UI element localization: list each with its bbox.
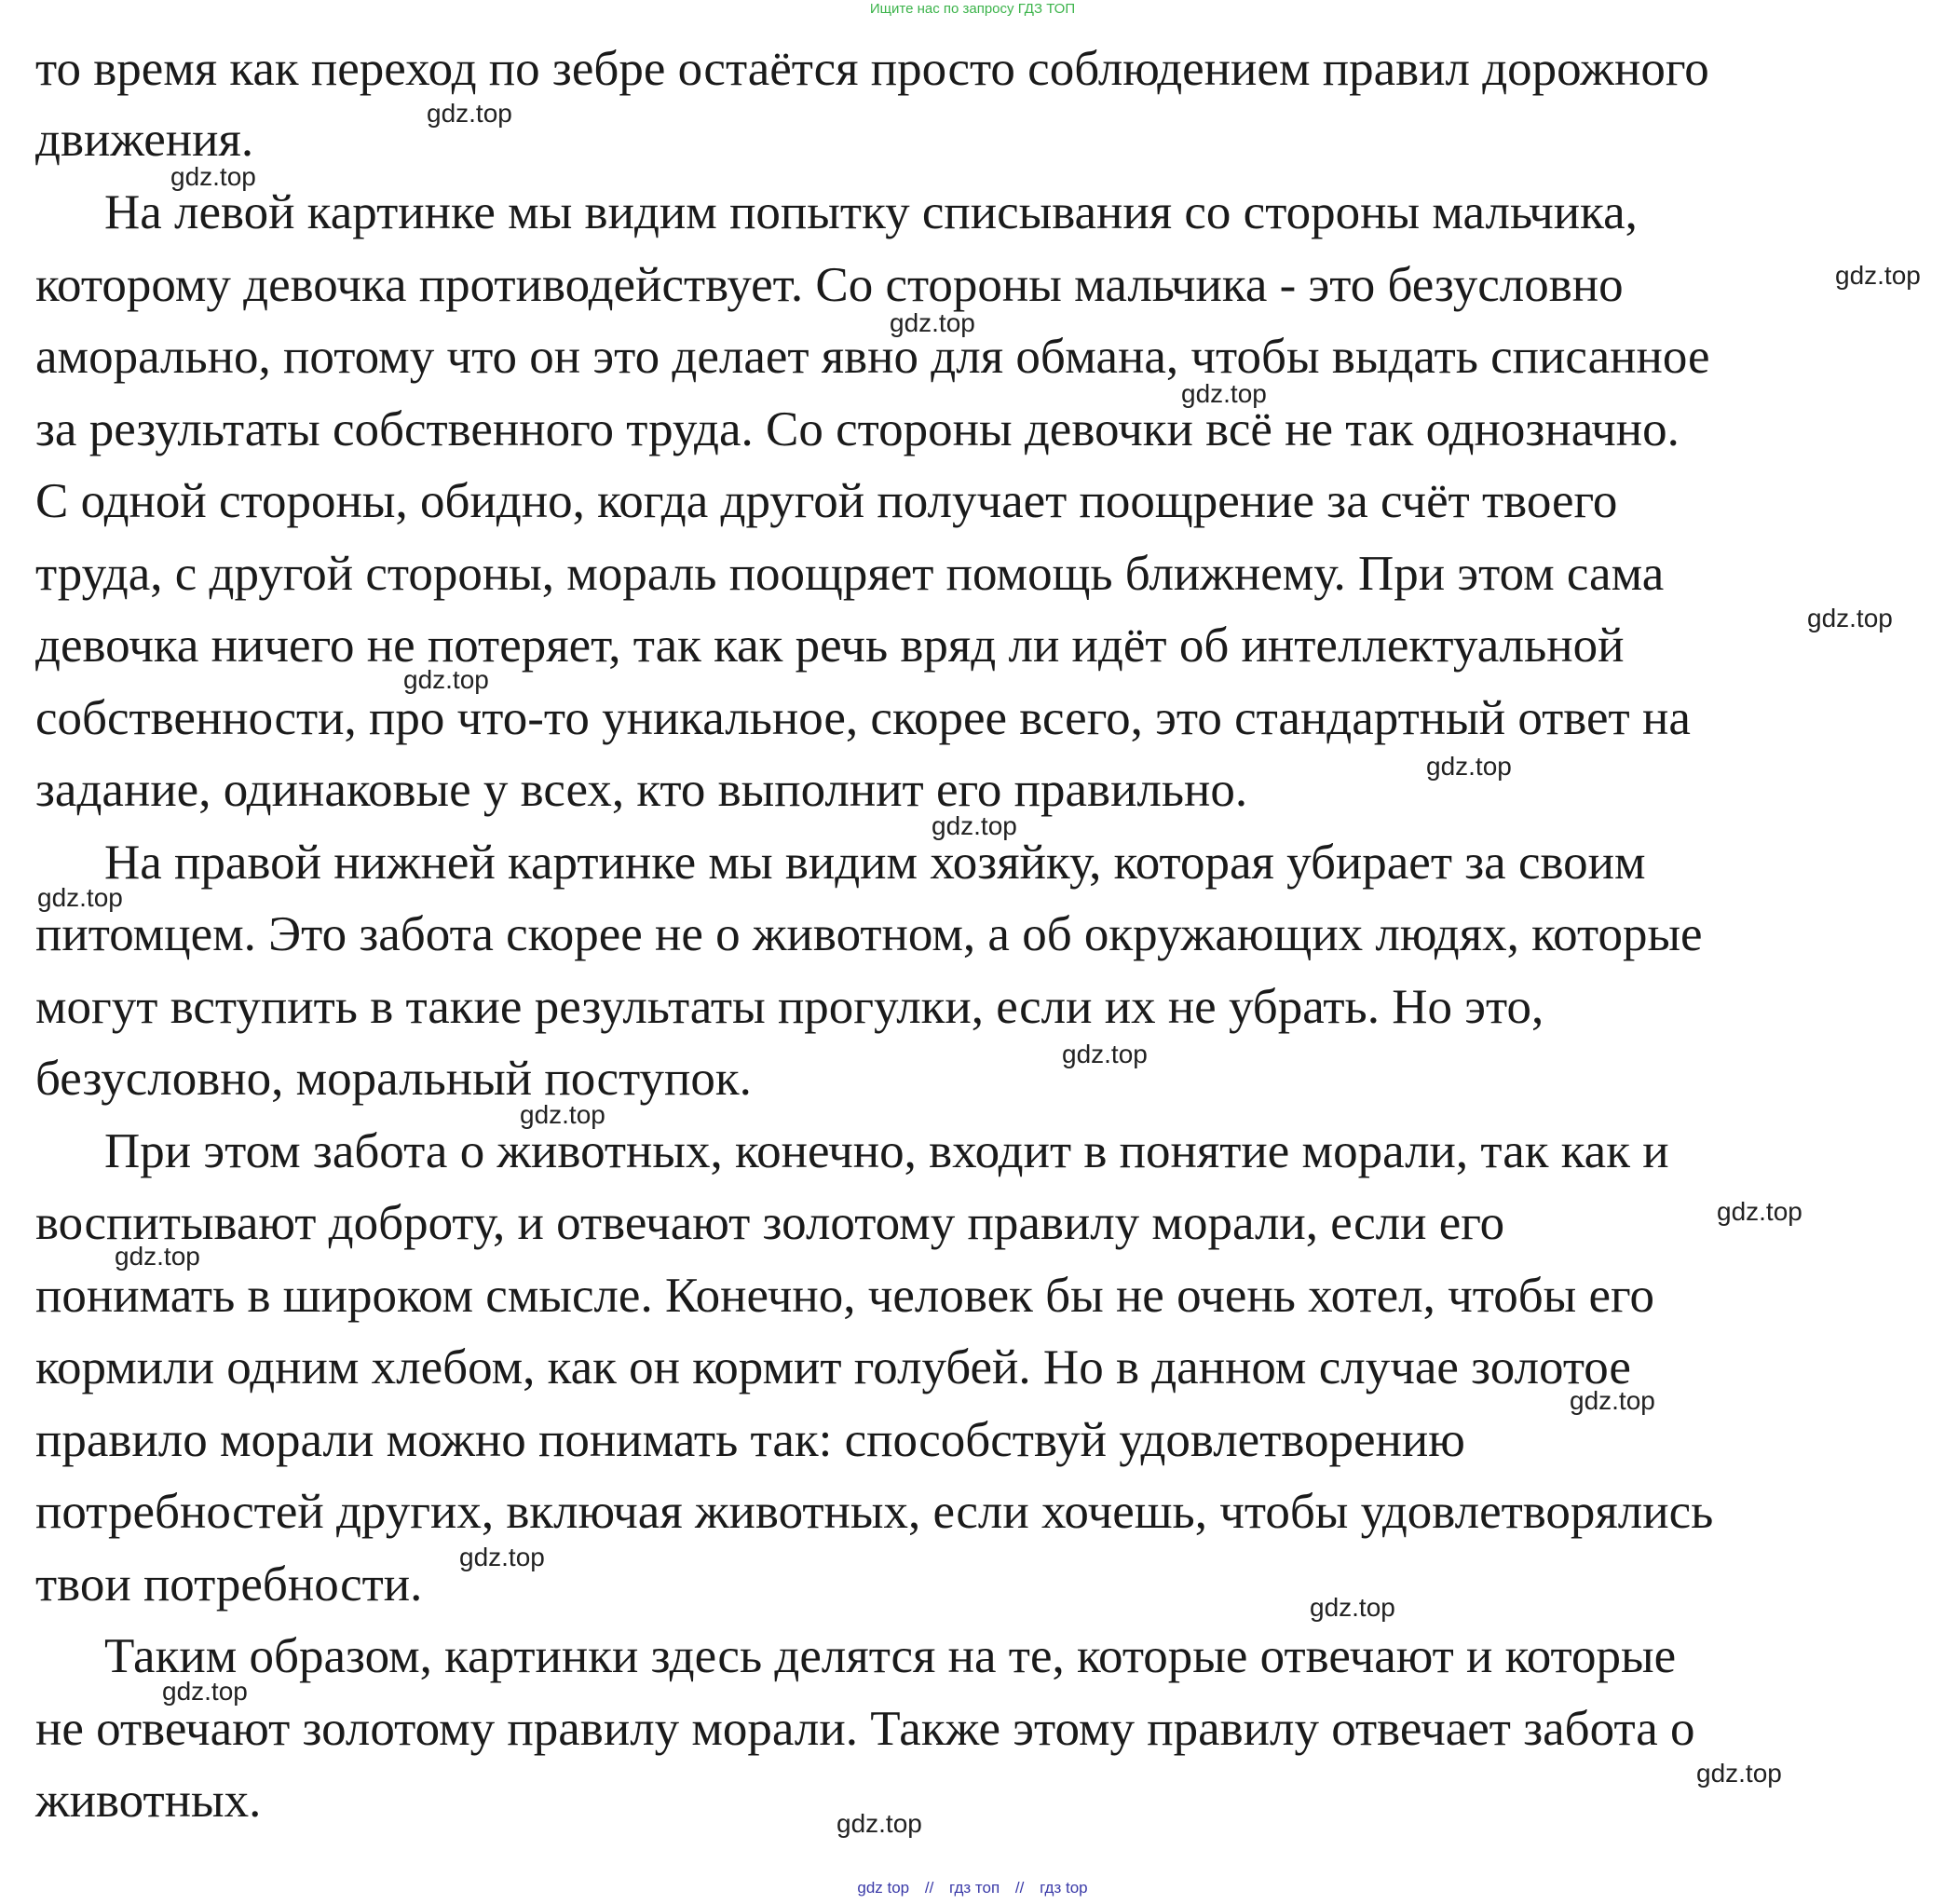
text-line: питомцем. Это забота скорее не о животном, а об окружающих людях, которые bbox=[35, 907, 1703, 961]
watermark: gdz.top bbox=[1570, 1386, 1655, 1415]
text-line: правило морали можно понимать так: способствуй удовлетворению bbox=[35, 1413, 1465, 1467]
text-line: не отвечают золотому правилу морали. Также этому правилу отвечает забота о bbox=[35, 1702, 1695, 1756]
watermark: gdz.top bbox=[1310, 1593, 1395, 1622]
watermark: gdz.top bbox=[37, 883, 123, 912]
footer-bar bbox=[0, 1878, 1945, 1898]
text-line: животных. bbox=[35, 1774, 262, 1828]
watermark: gdz.top bbox=[836, 1809, 922, 1838]
watermark: gdz.top bbox=[1426, 752, 1512, 781]
watermark: gdz.top bbox=[520, 1100, 605, 1129]
text-line: труда, с другой стороны, мораль поощряет помощь ближнему. При этом сама bbox=[35, 547, 1665, 601]
text-line: которому девочка противодействует. Со стороны мальчика - это безусловно bbox=[35, 258, 1624, 312]
watermark: gdz.top bbox=[1696, 1759, 1782, 1788]
watermark: gdz.top bbox=[1835, 261, 1921, 290]
text-line: воспитывают доброту, и отвечают золотому правилу морали, если его bbox=[35, 1196, 1505, 1250]
paragraph-first-line: На левой картинке мы видим попытку списывания со стороны мальчика, bbox=[104, 185, 1638, 239]
watermark: gdz.top bbox=[170, 162, 256, 191]
watermark: gdz.top bbox=[427, 99, 512, 128]
watermark: gdz.top bbox=[890, 308, 975, 337]
text-line: девочка ничего не потеряет, так как речь вряд ли идёт об интеллектуальной bbox=[35, 619, 1625, 673]
footer-link-2[interactable]: гдз топ bbox=[949, 1879, 1000, 1897]
paragraph-first-line: Таким образом, картинки здесь делятся на те, которые отвечают и которые bbox=[104, 1629, 1677, 1683]
footer-separator: // bbox=[924, 1879, 934, 1897]
watermark: gdz.top bbox=[115, 1242, 200, 1271]
text-line: С одной стороны, обидно, когда другой получает поощрение за счёт твоего bbox=[35, 474, 1618, 528]
text-line: понимать в широком смысле. Конечно, человек бы не очень хотел, чтобы его bbox=[35, 1269, 1654, 1323]
watermark: gdz.top bbox=[403, 665, 489, 694]
text-line: движения. bbox=[35, 113, 254, 167]
watermark: gdz.top bbox=[162, 1677, 248, 1706]
top-banner: Ищите нас по запросу ГДЗ ТОП bbox=[869, 1, 1076, 17]
text-line: безусловно, моральный поступок. bbox=[35, 1052, 752, 1106]
paragraph-first-line: На правой нижней картинке мы видим хозяйку, которая убирает за своим bbox=[104, 836, 1646, 890]
text-line: твои потребности. bbox=[35, 1557, 423, 1612]
footer-link-1[interactable]: gdz top bbox=[857, 1879, 910, 1897]
watermark: gdz.top bbox=[1717, 1197, 1802, 1226]
text-line: за результаты собственного труда. Со стороны девочки всё не так однозначно. bbox=[35, 402, 1680, 456]
footer-link-3[interactable]: гдз top bbox=[1040, 1879, 1088, 1897]
watermark: gdz.top bbox=[1062, 1040, 1148, 1068]
text-line: могут вступить в такие результаты прогулки, если их не убрать. Но это, bbox=[35, 980, 1544, 1034]
watermark: gdz.top bbox=[459, 1543, 545, 1571]
text-line: кормили одним хлебом, как он кормит голубей. Но в данном случае золотое bbox=[35, 1340, 1631, 1394]
watermark: gdz.top bbox=[932, 811, 1017, 840]
text-line: потребностей других, включая животных, если хочешь, чтобы удовлетворялись bbox=[35, 1485, 1714, 1539]
text-line: задание, одинаковые у всех, кто выполнит его правильно. bbox=[35, 763, 1248, 817]
footer-separator: // bbox=[1014, 1879, 1025, 1897]
text-line: собственности, про что-то уникальное, скорее всего, это стандартный ответ на bbox=[35, 691, 1691, 745]
watermark: gdz.top bbox=[1807, 604, 1893, 632]
watermark: gdz.top bbox=[1181, 379, 1267, 408]
text-line: то время как переход по зебре остаётся просто соблюдением правил дорожного bbox=[35, 42, 1709, 96]
paragraph-first-line: При этом забота о животных, конечно, входит в понятие морали, так как и bbox=[104, 1124, 1669, 1178]
text-line: аморально, потому что он это делает явно для обмана, чтобы выдать списанное bbox=[35, 330, 1710, 384]
